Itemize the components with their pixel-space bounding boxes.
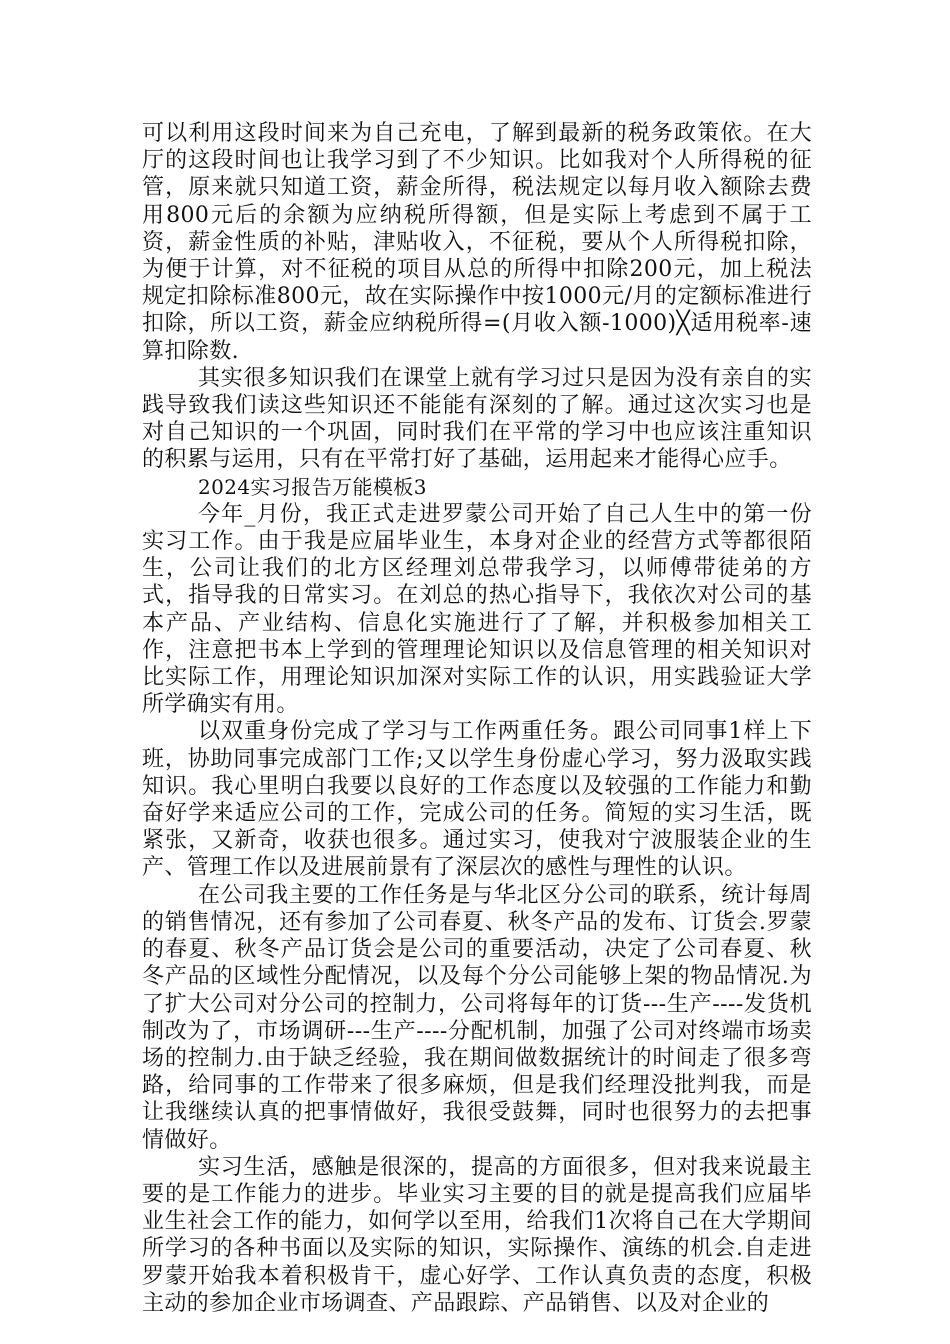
paragraph-main-tasks: 在公司我主要的工作任务是与华北区分公司的联系，统计每周的销售情况，还有参加了公司春夏、秋冬产品的发布、订货会.罗蒙的春夏、秋冬产品订货会是公司的重要活动，决定了公司春夏、秋冬产品的区域性分配情况，以及每个分公司能够上架的物品情况.为了扩大公司对分公司的控制力，公司将每年的订货---生产----发货机制改为了，市场调研---生产----分配机制，加强了公司对终端市场卖场的控制力.由于缺乏经验，我在期间做数据统计的时间走了很多弯路，给同事的工作带来了很多麻烦，但是我们经理没批判我，而是让我继续认真的把事情做好，我很受鼓舞，同时也很努力的去把事情做好。 bbox=[142, 882, 812, 1153]
section-heading: 2024实习报告万能模板3 bbox=[198, 474, 427, 499]
paragraph-knowledge-reflection: 其实很多知识我们在课堂上就有学习过只是因为没有亲自的实践导致我们读这些知识还不能能有深刻的了解。通过这次实习也是对自己知识的一个巩固，同时我们在平常的学习中也应该注重知识的积累与运用，只有在平常打好了基础，运用起来才能得心应手。 bbox=[142, 365, 812, 473]
paragraph-internship-feelings: 实习生活，感触是很深的，提高的方面很多，但对我来说最主要的是工作能力的进步。毕业实习主要的目的就是提高我们应届毕业生社会工作的能力，如何学以至用，给我们1次将自己在大学期间所学习的各种书面以及实际的知识，实际操作、演练的机会.自走进罗蒙开始我本着积极肯干，虚心好学、工作认真负责的态度，积极主动的参加企业市场调查、产品跟踪、产品销售、以及对企业的 bbox=[142, 1154, 812, 1316]
paragraph-tax-learning: 可以利用这段时间来为自己充电，了解到最新的税务政策依。在大厅的这段时间也让我学习到了不少知识。比如我对个人所得税的征管，原来就只知道工资，薪金所得，税法规定以每月收入额除去费用800元后的余额为应纳税所得额，但是实际上考虑到不属于工资，薪金性质的补贴，津贴收入，不征税，要从个人所得税扣除，为便于计算，对不征税的项目从总的所得中扣除200元，加上税法规定扣除标准800元，故在实际操作中按1000元/月的定额标准进行扣除，所以工资，薪金应纳税所得=(月收入额-1000)╳适用税率-速算扣除数. bbox=[142, 121, 812, 364]
document-page bbox=[142, 120, 812, 1317]
paragraph-internship-start: 今年_月份，我正式走进罗蒙公司开始了自己人生中的第一份实习工作。由于我是应届毕业生，本身对企业的经营方式等都很陌生，公司让我们的北方区经理刘总带我学习，以师傅带徒弟的方式，指导我的日常实习。在刘总的热心指导下，我依次对公司的基本产品、产业结构、信息化实施进行了了解，并积极参加相关工作，注意把书本上学到的管理理论知识以及信息管理的相关知识对比实际工作，用理论知识加深对实际工作的认识，用实践验证大学所学确实有用。 bbox=[142, 501, 812, 718]
paragraph-dual-identity: 以双重身份完成了学习与工作两重任务。跟公司同事1样上下班，协助同事完成部门工作;又以学生身份虚心学习，努力汲取实践知识。我心里明白我要以良好的工作态度以及较强的工作能力和勤奋好学来适应公司的工作，完成公司的任务。简短的实习生活，既紧张，又新奇，收获也很多。通过实习，使我对宁波服装企业的生产、管理工作以及进展前景有了深层次的感性与理性的认识。 bbox=[142, 719, 812, 881]
